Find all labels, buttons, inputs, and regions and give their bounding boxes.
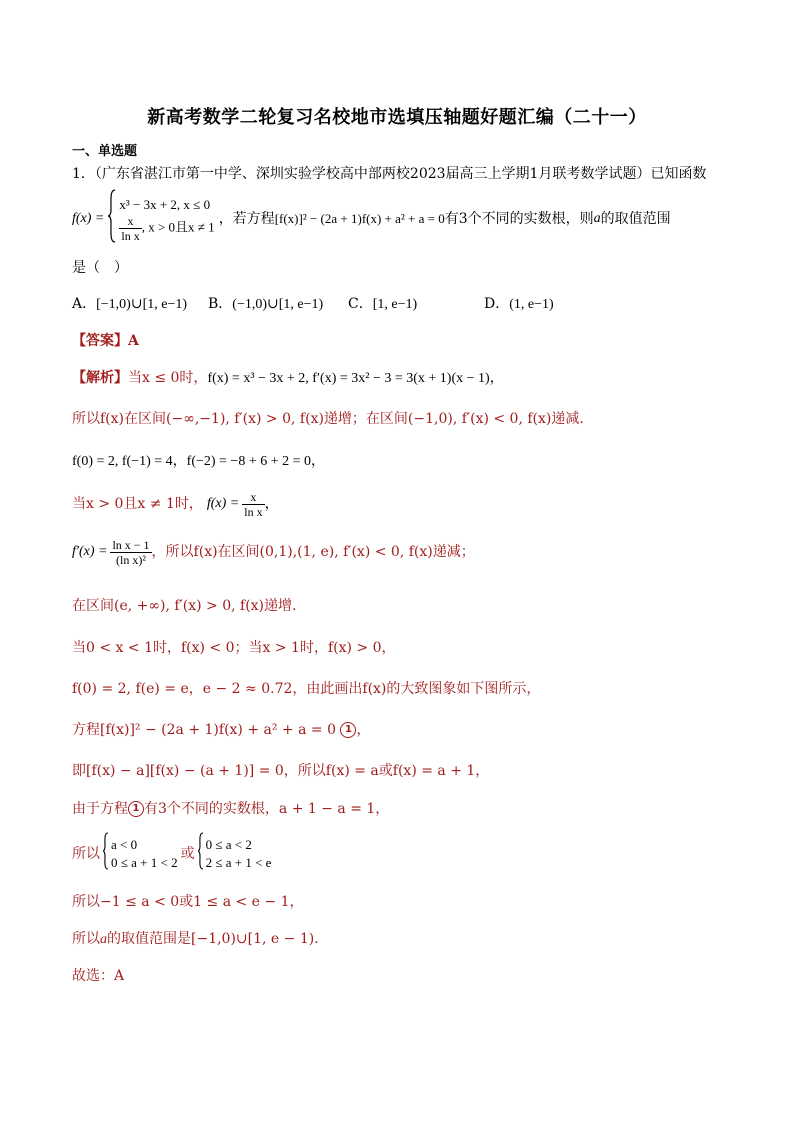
option-a-label: A． [72, 296, 97, 312]
option-a-value: [−1,0)∪[1, e−1) [96, 297, 188, 312]
system-1-brace [102, 832, 109, 876]
analysis-14b: 的取值范围是[−1,0)∪[1, e − 1). [107, 931, 319, 947]
analysis-12b: 或 [180, 846, 195, 862]
analysis-line-10: 即[f(x) − a][f(x) − (a + 1)] = 0，所以f(x) = a或f(x) = a + 1， [72, 763, 490, 779]
case-2-fraction [119, 214, 141, 243]
analysis-14-var: a [100, 932, 107, 947]
option-a[interactable] [72, 294, 187, 315]
system-2 [206, 836, 272, 872]
system-2-line-1: 0 ≤ a < 2 [205, 837, 252, 852]
system-2-brace [197, 832, 204, 876]
analysis-11a: 由于方程 [72, 801, 128, 817]
analysis-9b: ， [356, 722, 371, 738]
analysis-line-5 [72, 532, 475, 572]
option-c-label: C． [348, 296, 373, 312]
analysis-5-lhs: f′(x) = [72, 544, 108, 559]
question-equation: [f(x)]² − (2a + 1)f(x) + a² + a = 0 [274, 211, 445, 226]
analysis-5-numerator: ln x − 1 [112, 537, 150, 552]
analysis-11b: 有3个不同的实数根，a + 1 − a = 1， [144, 801, 390, 817]
option-b-value: (−1,0)∪[1, e−1) [232, 297, 324, 312]
analysis-line-11 [72, 799, 389, 819]
analysis-line-7: 当0 < x < 1时，f(x) < 0；当x > 1时，f(x) > 0， [72, 640, 396, 656]
question-mid: ，若方程 [218, 211, 275, 227]
analysis-line-2: 所以f(x)在区间(−∞,−1), f′(x) > 0, f(x)递增；在区间(−1,0), f′(x) < 0, f(x)递减. [72, 411, 584, 427]
piecewise-cases [119, 196, 214, 243]
analysis-line-4 [72, 486, 279, 522]
circled-number-1: 1 [340, 722, 356, 738]
system-1-line-2: 0 ≤ a + 1 < 2 [111, 855, 178, 870]
option-c[interactable] [348, 294, 417, 315]
analysis-5-fraction [110, 538, 151, 567]
option-d-label: D． [484, 296, 510, 312]
analysis-4-denominator: ln x [244, 504, 263, 519]
question-function-line [72, 190, 671, 248]
piecewise-brace [107, 189, 116, 249]
analysis-5-denominator: (ln x)² [116, 552, 146, 567]
option-b-label: B． [208, 296, 233, 312]
analysis-line-12 [72, 834, 271, 874]
analysis-line-15: 故选：A [72, 968, 125, 984]
fx-label: f(x) = [72, 211, 105, 226]
section-heading: 一、单选题 [72, 144, 138, 159]
analysis-1a: 当x ≤ 0时， [128, 370, 208, 386]
analysis-4b: f(x) = [206, 496, 240, 511]
analysis-5b: ，所以f(x)在区间(0,1),(1, e), f′(x) < 0, f(x)递减； [151, 544, 475, 560]
analysis-line-9 [72, 720, 370, 740]
system-2-line-2: 2 ≤ a + 1 < e [205, 855, 272, 870]
analysis-4a: 当x > 0且x ≠ 1时， [72, 496, 203, 512]
answer-line [72, 331, 139, 351]
question-tail: 有3个不同的实数根，则 [444, 211, 594, 227]
option-d-value: (1, e−1) [509, 297, 554, 312]
case-1: x³ − 3x + 2, x ≤ 0 [119, 196, 211, 212]
analysis-line-14 [72, 929, 319, 950]
analysis-12a: 所以 [72, 846, 100, 862]
analysis-line-1 [72, 368, 504, 389]
system-1 [111, 836, 178, 872]
page-title: 新高考数学二轮复习名校地市选填压轴题好题汇编（二十一） [147, 107, 647, 128]
analysis-1b: f(x) = x³ − 3x + 2, f′(x) = 3x² − 3 = 3(x + 1)(x − 1)， [207, 371, 504, 386]
variable-a: a [593, 211, 601, 226]
analysis-14a: 所以 [72, 931, 100, 947]
analysis-line-13: 所以−1 ≤ a < 0或1 ≤ a < e − 1， [72, 894, 304, 910]
answer-tag: 【答案】 [72, 333, 128, 349]
circled-number-1-ref: 1 [128, 801, 144, 817]
question-end: 是（ ） [72, 260, 128, 276]
answer-value: A [128, 333, 139, 349]
analysis-4-numerator: x [242, 490, 264, 505]
option-c-value: [1, e−1) [372, 297, 418, 312]
analysis-line-8: f(0) = 2, f(e) = e，e − 2 ≈ 0.72，由此画出f(x)的大致图象如下图所示， [72, 681, 541, 697]
analysis-line-6: 在区间(e, +∞), f′(x) > 0, f(x)递增. [72, 598, 297, 614]
option-d[interactable] [484, 294, 554, 315]
analysis-4c: ， [264, 496, 279, 512]
system-1-line-1: a < 0 [111, 837, 138, 852]
question-tail-2: 的取值范围 [600, 211, 671, 227]
analysis-line-3 [72, 451, 325, 472]
case-2-condition: , x > 0且x ≠ 1 [141, 218, 215, 234]
analysis-9a: 方程[f(x)]² − (2a + 1)f(x) + a² + a = 0 [72, 722, 336, 738]
analysis-3: f(0) = 2, f(−1) = 4，f(−2) = −8 + 6 + 2 = 0， [72, 454, 326, 469]
case-2-numerator: x [119, 214, 141, 229]
case-2-denominator: ln x [121, 228, 140, 243]
analysis-tag: 【解析】 [72, 370, 128, 386]
option-b[interactable] [208, 294, 323, 315]
question-intro: 1．（广东省湛江市第一中学、深圳实验学校高中部两校2023届高三上学期1月联考数学试题）已知函数 [72, 166, 707, 182]
analysis-4-fraction [242, 490, 264, 519]
